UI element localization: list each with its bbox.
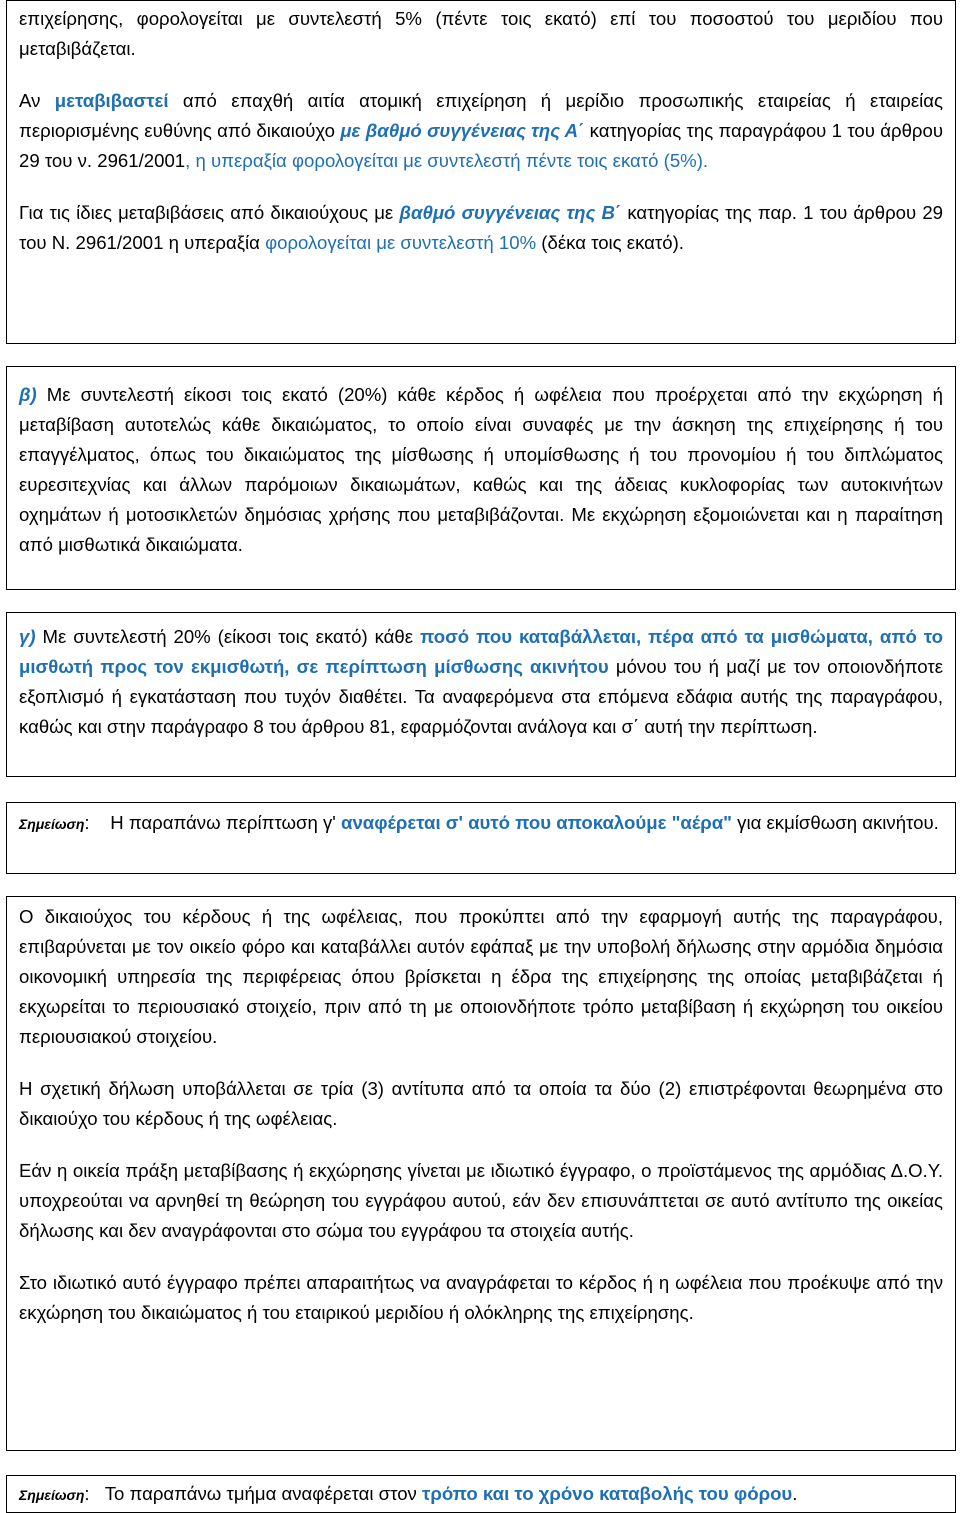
text-span: .: [792, 1483, 798, 1504]
section-box-b: [6, 366, 956, 590]
text-span: Για τις ίδιες μεταβιβάσεις από δικαιούχους με: [19, 202, 394, 223]
emphasis-transfer: μεταβιβαστεί: [54, 90, 169, 111]
note-text: [19, 1479, 943, 1510]
emphasis-kinship-b: βαθμό συγγένειας της Β΄: [399, 202, 622, 223]
paragraph-lease-payment: [19, 622, 943, 742]
clause-label-b: β): [19, 384, 37, 405]
note-box-payment: [6, 1475, 956, 1513]
text-span: Το παραπάνω τμήμα αναφέρεται στον: [104, 1483, 417, 1504]
note-label: Σημείωση: [19, 1487, 85, 1503]
highlight-lease-amount: ποσό που καταβάλλεται, πέρα από τα μισθώματα, από το μισθωτή προς τον εκμισθωτή, σε περίπτωση μίσθωσης ακινήτου: [19, 626, 943, 677]
paragraph-category-b: [19, 198, 943, 258]
highlight-rate-5: , η υπεραξία φορολογείται με συντελεστή πέντε τοις εκατό (5%).: [185, 150, 709, 171]
paragraph-tax-payment: Ο δικαιούχος του κέρδους ή της ωφέλειας, που προκύπτει από την εφαρμογή αυτής της παραγράφου, επιβαρύνεται με τον οικείο φόρο και καταβάλλει αυτόν εφάπαξ με την υποβολή δήλωσης στην αρμόδια δημόσια οικονομική υπηρεσία της περιφέρειας όπου βρίσκεται η έδρα της επιχείρησης της οποίας μεταβιβάζεται ή εκχωρείται το περιουσιακό στοιχείο, πριν από τη με οποιονδήποτε τρόπο μεταβίβαση ή εκχώρηση του οικείου περιουσιακού στοιχείου.: [19, 906, 943, 1047]
paragraph-share-transfer: [19, 4, 943, 64]
text-span: κατηγορίας της παραγράφου 1 του άρθρου 29 του ν. 2961/2001: [19, 120, 943, 171]
emphasis-kinship-a: με βαθμό συγγένειας της Α΄: [340, 120, 585, 141]
highlight-air: αναφέρεται σ' αυτό που αποκαλούμε "αέρα": [341, 812, 732, 833]
clause-label-c: γ): [19, 626, 36, 647]
text-span: μόνου του ή μαζί με τον οποιονδήποτε εξοπλισμό ή εγκατάσταση που τυχόν διαθέτει. Τα αναφερόμενα στα επόμενα εδάφια αυτής της παραγράφου, καθώς και στην παράγραφο 8 του άρθρου 81, εφαρμόζονται ανάλογα και σ΄ αυτή την περίπτωση.: [19, 656, 943, 737]
section-box-capital-gains: [6, 0, 956, 344]
highlight-rate-10: φορολογείται με συντελεστή 10%: [265, 232, 537, 253]
paragraph-profit-record: Στο ιδιωτικό αυτό έγγραφο πρέπει απαραιτήτως να αναγράφεται το κέρδος ή η ωφέλεια που προέκυψε από την εκχώρηση του δικαιώματος ή του εταιρικού μεριδίου ή ολόκληρης της επιχείρησης.: [19, 1272, 943, 1323]
text-span: κατηγορίας της παρ. 1 του άρθρου 29 του Ν. 2961/2001 η υπεραξία: [19, 202, 944, 253]
paragraph-private-document: Εάν η οικεία πράξη μεταβίβασης ή εκχώρησης γίνεται με ιδιωτικό έγγραφο, ο προϊστάμενος της αρμόδιας Δ.Ο.Υ. υποχρεούται να αρνηθεί τη θεώρηση του εγγράφου αυτού, εάν δεν επισυνάπτεται σε αυτό αντίτυπο της οικείας δήλωσης και δεν αναγράφονται στο σώμα του εγγράφου τα στοιχεία αυτής.: [19, 1160, 943, 1241]
note-label: Σημείωση: [19, 816, 85, 832]
note-colon: :: [84, 812, 90, 833]
text-span: Αν: [19, 90, 41, 111]
text-span: Με συντελεστή 20% (είκοσι τοις εκατό) κάθε: [42, 626, 414, 647]
note-box-air: [6, 802, 956, 874]
section-box-c: [6, 612, 956, 777]
paragraph-rights-transfer: [19, 380, 943, 560]
paragraph-category-a: [19, 86, 943, 176]
text-span: Η παραπάνω περίπτωση γ': [110, 812, 336, 833]
note-colon: :: [84, 1483, 90, 1504]
paragraph-text: Με συντελεστή είκοσι τοις εκατό (20%) κάθε κέρδος ή ωφέλεια που προέρχεται από την εκχώρηση ή μεταβίβαση αυτοτελώς κάθε δικαιώματος, το οποίο είναι συναφές με την άσκηση της επιχείρησης ή του επαγγέλματος, όπως του δικαιώματος της μίσθωσης ή υπομίσθωσης ή του προνομίου ή του διπλώματος ευρεσιτεχνίας και άλλων παρόμοιων δικαιωμάτων, καθώς και της άδειας κυκλοφορίας των αυτοκινήτων οχημάτων ή μοτοσικλετών δημόσιας χρήσης που μεταβιβάζονται. Με εκχώρηση εξομοιώνεται και η παραίτηση από μισθωτικά δικαιώματα.: [19, 384, 943, 555]
highlight-payment-method: τρόπο και το χρόνο καταβολής του φόρου: [422, 1483, 793, 1504]
text-span: για εκμίσθωση ακινήτου.: [737, 812, 939, 833]
text-span: (δέκα τοις εκατό).: [541, 232, 684, 253]
paragraph-copies: Η σχετική δήλωση υποβάλλεται σε τρία (3) αντίτυπα από τα οποία τα δύο (2) επιστρέφονται θεωρημένα στο δικαιούχο του κέρδους ή της ωφέλειας.: [19, 1078, 943, 1129]
text-span: από επαχθή αιτία ατομική επιχείρηση ή μερίδιο προσωπικής εταιρείας ή εταιρείας περιορισμένης ευθύνης από δικαιούχο: [19, 90, 943, 141]
note-text: [19, 808, 943, 839]
section-box-declaration: [6, 896, 956, 1451]
paragraph-text: επιχείρησης, φορολογείται με συντελεστή 5% (πέντε τοις εκατό) επί του ποσοστού του μεριδίου που μεταβιβάζεται.: [19, 8, 943, 59]
